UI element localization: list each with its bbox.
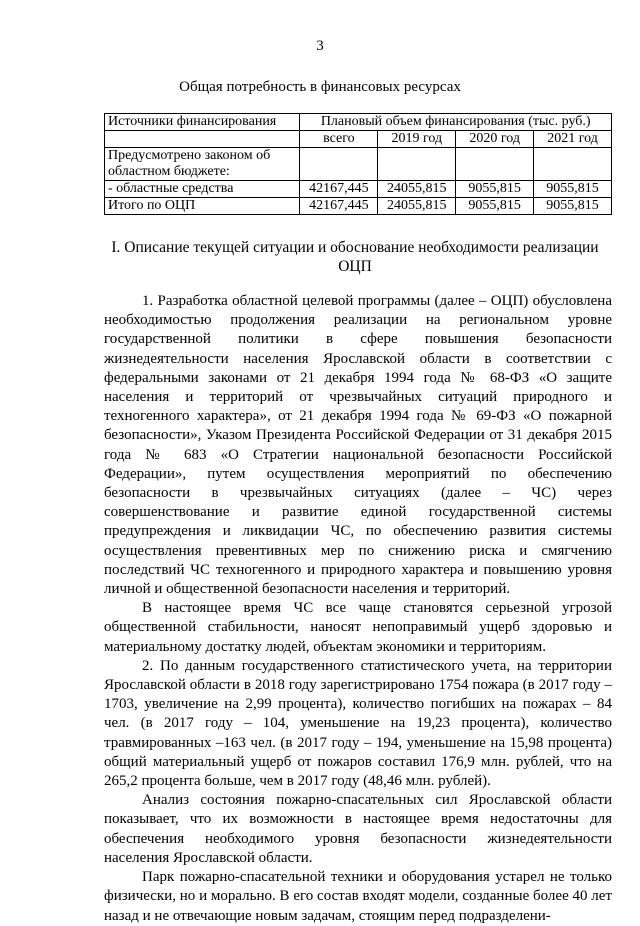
body-text xyxy=(104,292,612,926)
paragraph: 1. Разработка областной целевой программы (далее – ОЦП) обусловлена необходимостью продолжения реализации на региональном уровне государственной политики в сфере повышения безопасности жизнедеятельности населения Ярославской области в соответствии с федеральными законами от 21 декабря 1994 года № 68-ФЗ «О защите населения и территорий от чрезвычайных ситуаций природного и техногенного характера», от 21 декабря 1994 года № 69-ФЗ «О пожарной безопасности», Указом Президента Российской Федерации от 31 декабря 2015 года № 683 «О Стратегии национальной безопасности Российской Федерации», путем осуществления мероприятий по обеспечению безопасности в чрезвычайных ситуациях (далее – ЧС) через совершенствование и развитие единой государственной системы предупреждения и ликвидации ЧС, по обеспечению развития системы осуществления превентивных мер по снижению риска и смягчению последствий ЧС техногенного и природного характера и повышению уровня личной и общественной безопасности населения и территорий. xyxy=(104,293,612,598)
row-value: 24055,815 xyxy=(378,181,456,198)
page-number: 3 xyxy=(316,38,324,54)
table-caption: Общая потребность в финансовых ресурсах xyxy=(179,79,461,95)
section-heading: I. Описание текущей ситуации и обоснование необходимости реализации ОЦП xyxy=(111,239,599,275)
paragraph: Анализ состояния пожарно-спасательных сил Ярославской области показывает, что их возможности в настоящее время недостаточны для обеспечения необходимого уровня безопасности жизнедеятельности населения Ярославской области. xyxy=(104,792,612,866)
source-header: Источники финансирования xyxy=(105,114,300,131)
table-row xyxy=(105,198,612,215)
year-header: 2021 год xyxy=(534,131,612,148)
table-header-row xyxy=(105,114,612,131)
row-value: 42167,445 xyxy=(300,198,378,215)
paragraph: 2. По данным государственного статистического учета, на территории Ярославской области в 2018 году зарегистрировано 1754 пожара (в 2017 году – 1703, увеличение на 2,99 процента), количество погибших на пожарах – 84 чел. (в 2017 году – 104, уменьшение на 19,23 процента), количество травмированных –163 чел. (в 2017 году – 194, уменьшение на 15,98 процента) общий материальный ущерб от пожаров составил 176,9 млн. рублей, что на 265,2 процента больше, чем в 2017 году (48,46 млн. рублей). xyxy=(104,657,612,790)
row-value xyxy=(534,148,612,181)
row-value xyxy=(456,148,534,181)
row-label: Предусмотрено законом об областном бюджете: xyxy=(105,148,300,181)
empty-cell xyxy=(105,131,300,148)
row-value xyxy=(300,148,378,181)
row-label: - областные средства xyxy=(105,181,300,198)
year-header: 2020 год xyxy=(456,131,534,148)
plan-header: Плановый объем финансирования (тыс. руб.) xyxy=(300,114,612,131)
paragraph: Парк пожарно-спасательной техники и оборудования устарел не только физически, но и морально. В его состав входят модели, созданные более 40 лет назад и не отвечающие новым задачам, стоящим перед подразделени- xyxy=(104,869,612,924)
paragraph: В настоящее время ЧС все чаще становятся серьезной угрозой общественной стабильности, наносят непоправимый ущерб здоровью и материальному достатку людей, объектам экономики и территориям. xyxy=(104,600,612,655)
year-header: всего xyxy=(300,131,378,148)
row-value xyxy=(378,148,456,181)
table-row xyxy=(105,181,612,198)
row-value: 9055,815 xyxy=(456,198,534,215)
row-value: 9055,815 xyxy=(456,181,534,198)
row-value: 9055,815 xyxy=(534,181,612,198)
row-label: Итого по ОЦП xyxy=(105,198,300,215)
row-value: 24055,815 xyxy=(378,198,456,215)
year-header: 2019 год xyxy=(378,131,456,148)
table-row xyxy=(105,148,612,181)
row-value: 9055,815 xyxy=(534,198,612,215)
table-year-row xyxy=(105,131,612,148)
financing-table xyxy=(104,113,612,215)
row-value: 42167,445 xyxy=(300,181,378,198)
